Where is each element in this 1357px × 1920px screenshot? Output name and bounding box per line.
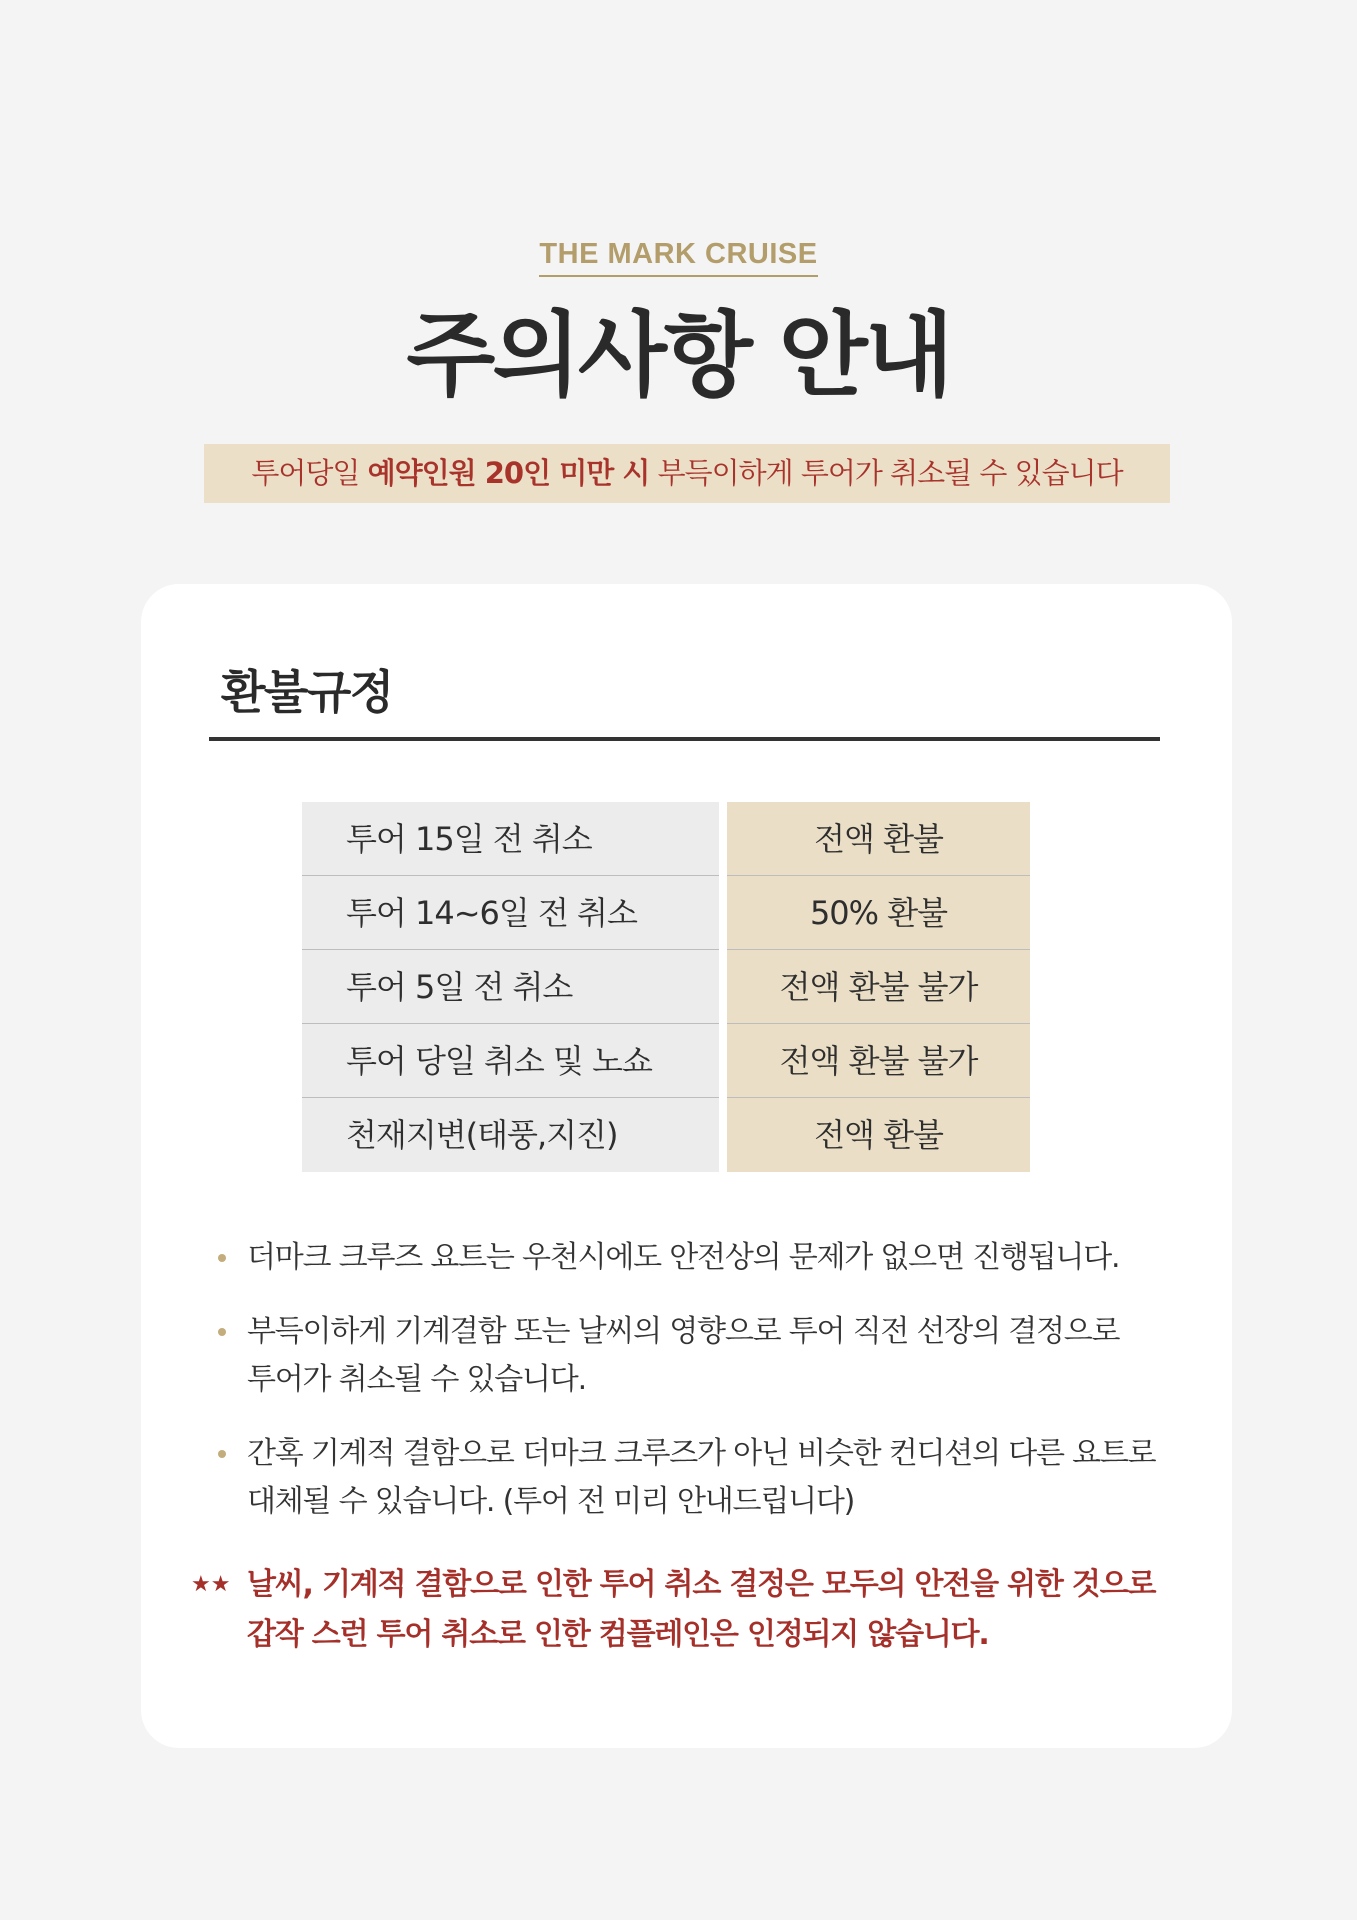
table-row xyxy=(302,876,1030,950)
refund-result: 50% 환불 xyxy=(727,876,1030,950)
table-row xyxy=(302,1098,1030,1172)
refund-condition: 투어 5일 전 취소 xyxy=(302,950,719,1024)
bullet-dot-icon xyxy=(218,1328,226,1336)
refund-policy-card xyxy=(141,584,1232,1748)
note-text: 투어가 취소될 수 있습니다. xyxy=(247,1362,586,1397)
table-row xyxy=(302,950,1030,1024)
note-text: 부득이하게 기계결함 또는 날씨의 영향으로 투어 직전 선장의 결정으로 xyxy=(247,1314,1120,1349)
notice-suffix: 부득이하게 투어가 취소될 수 있습니다 xyxy=(649,456,1123,490)
refund-condition: 투어 당일 취소 및 노쇼 xyxy=(302,1024,719,1098)
bullet-dot-icon xyxy=(218,1450,226,1458)
table-row xyxy=(302,802,1030,876)
refund-result: 전액 환불 xyxy=(727,1098,1030,1172)
table-row xyxy=(302,1024,1030,1098)
warning-note xyxy=(191,1560,1201,1660)
notice-highlight: 예약인원 20인 미만 시 xyxy=(367,456,650,490)
refund-condition: 투어 15일 전 취소 xyxy=(302,802,719,876)
refund-table xyxy=(302,802,1030,1172)
page-title: 주의사항 안내 xyxy=(406,302,951,409)
notes-list xyxy=(191,1234,1201,1552)
brand-name: THE MARK CRUISE xyxy=(539,238,817,277)
list-item xyxy=(191,1234,1201,1282)
refund-section-title: 환불규정 xyxy=(221,665,393,719)
note-text: 간혹 기계적 결함으로 더마크 크루즈가 아닌 비슷한 컨디션의 다른 요트로 xyxy=(247,1436,1156,1471)
refund-condition: 천재지변(태풍,지진) xyxy=(302,1098,719,1172)
warning-text: 날씨, 기계적 결함으로 인한 투어 취소 결정은 모두의 안전을 위한 것으로 xyxy=(247,1567,1156,1602)
list-item xyxy=(191,1308,1201,1404)
star-icon: ★★ xyxy=(191,1572,231,1597)
bullet-dot-icon xyxy=(218,1254,226,1262)
refund-result: 전액 환불 불가 xyxy=(727,1024,1030,1098)
note-text: 더마크 크루즈 요트는 우천시에도 안전상의 문제가 없으면 진행됩니다. xyxy=(247,1240,1120,1275)
refund-result: 전액 환불 xyxy=(727,802,1030,876)
refund-condition: 투어 14~6일 전 취소 xyxy=(302,876,719,950)
warning-text: 갑작 스런 투어 취소로 인한 컴플레인은 인정되지 않습니다. xyxy=(247,1617,989,1652)
section-divider xyxy=(209,737,1160,741)
brand-header xyxy=(0,238,1357,277)
refund-result: 전액 환불 불가 xyxy=(727,950,1030,1024)
list-item xyxy=(191,1430,1201,1526)
notice-prefix: 투어당일 xyxy=(251,456,368,490)
note-text: 대체될 수 있습니다. (투어 전 미리 안내드립니다) xyxy=(247,1484,855,1519)
notice-banner xyxy=(204,444,1170,503)
